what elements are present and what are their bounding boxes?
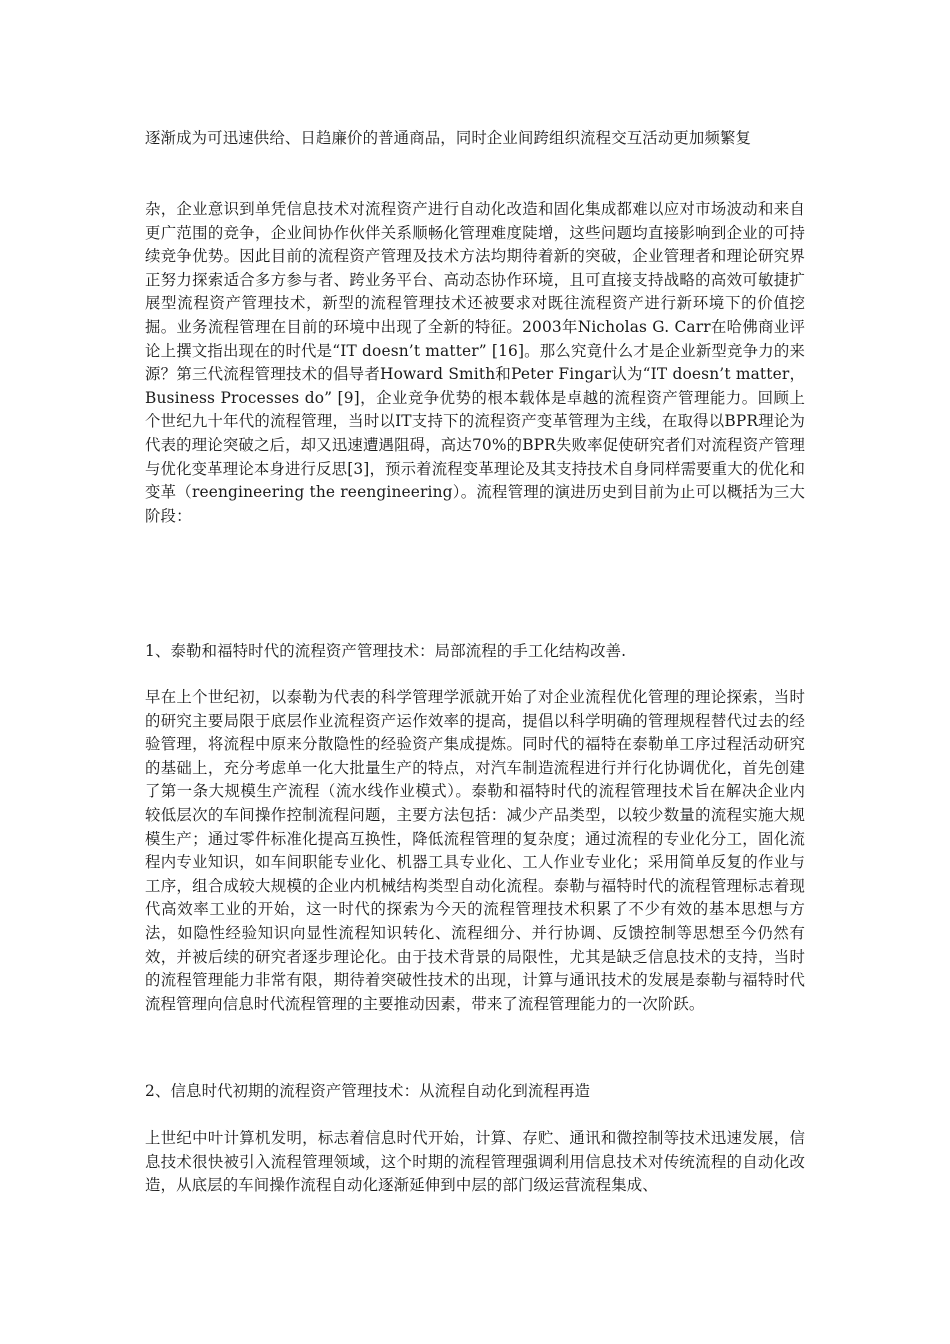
section-1-body: 早在上个世纪初，以泰勒为代表的科学管理学派就开始了对企业流程优化管理的理论探索，当时的研究主要局限于底层作业流程资产运作效率的提高，提倡以科学明确的管理规程替代过去的经验管理，将流程中原来分散隐性的经验资产集成提炼。同时代的福特在泰勒单工序过程活动研究的基础上，充分考虑单一化大批量生产的特点，对汽车制造流程进行并行化协调优化，首先创建了第一条大规模生产流程（流水线作业模式）。泰勒和福特时代的流程管理技术旨在解决企业内较低层次的车间操作控制流程问题，主要方法包括：减少产品类型，以较少数量的流程实施大规模生产；通过零件标准化提高互换性，降低流程管理的复杂度；通过流程的专业化分工，固化流程内专业知识，如车间职能专业化、机器工具专业化、工人作业专业化；采用简单反复的作业与工序，组合成较大规模的企业内机械结构类型自动化流程。泰勒与福特时代的流程管理标志着现代高效率工业的开始，这一时代的探索为今天的流程管理技术积累了不少有效的基本思想与方法，如隐性经验知识向显性流程知识转化、流程细分、并行协调、反馈控制等思想至今仍然有效，并被后续的研究者逐步理论化。由于技术背景的局限性，尤其是缺乏信息技术的支持，当时的流程管理能力非常有限，期待着突破性技术的出现，计算与通讯技术的发展是泰勒与福特时代流程管理向信息时代流程管理的主要推动因素，带来了流程管理能力的一次阶跃。	[145, 688, 805, 1013]
section-1-heading: 1、泰勒和福特时代的流程资产管理技术：局部流程的手工化结构改善.	[145, 642, 627, 660]
section-2-heading: 2、信息时代初期的流程资产管理技术：从流程自动化到流程再造	[145, 1082, 591, 1100]
intro-line: 逐渐成为可迅速供给、日趋廉价的普通商品，同时企业间跨组织流程交互活动更加频繁复	[145, 129, 752, 147]
main-paragraph: 杂，企业意识到单凭信息技术对流程资产进行自动化改造和固化集成都难以应对市场波动和来自更广范围的竞争，企业间协作伙伴关系顺畅化管理难度陡增，这些问题均直接影响到企业的可持续竞争优势。因此目前的流程资产管理及技术方法均期待着新的突破，企业管理者和理论研究界正努力探索适合多方参与者、跨业务平台、高动态协作环境，且可直接支持战略的高效可敏捷扩展型流程资产管理技术，新型的流程管理技术还被要求对既往流程资产进行新环境下的价值挖掘。业务流程管理在目前的环境中出现了全新的特征。2003年Nicholas G. Carr在哈佛商业评论上撰文指出现在的时代是“IT doesn’t matter” [16]。那么究竟什么才是企业新型竞争力的来源？第三代流程管理技术的倡导者Howard Smith和Peter Fingar认为“IT doesn’t matter，Business Processes do” [9]，企业竞争优势的根本载体是卓越的流程资产管理能力。回顾上个世纪九十年代的流程管理，当时以IT支持下的流程资产变革管理为主线，在取得以BPR理论为代表的理论突破之后，却又迅速遭遇阻碍，高达70%的BPR失败率促使研究者们对流程资产管理与优化变革理论本身进行反思[3]，预示着流程变革理论及其支持技术自身同样需要重大的优化和变革（reengineering the reengineering）。流程管理的演进历史到目前为止可以概括为三大阶段：	[145, 200, 805, 525]
section-2-body: 上世纪中叶计算机发明，标志着信息时代开始，计算、存贮、通讯和微控制等技术迅速发展，信息技术很快被引入流程管理领域，这个时期的流程管理强调利用信息技术对传统流程的自动化改造，从底层的车间操作流程自动化逐渐延伸到中层的部门级运营流程集成、	[145, 1129, 805, 1195]
